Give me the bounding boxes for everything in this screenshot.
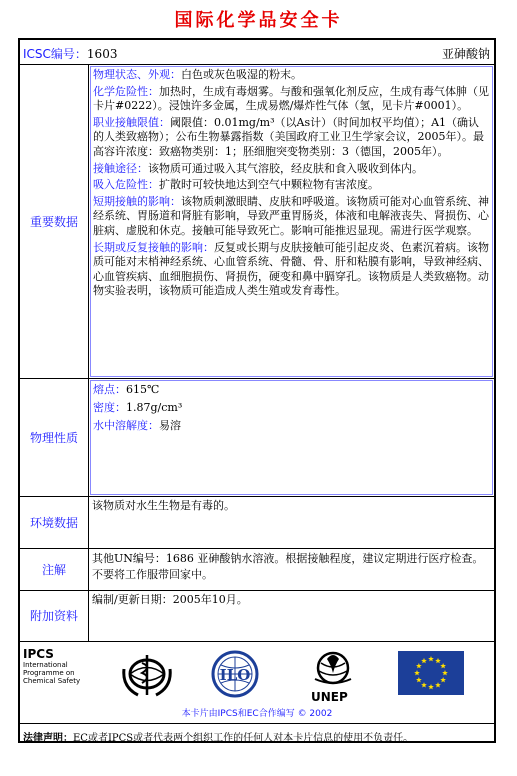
section-important-data: [20, 64, 494, 379]
data-paragraph: [93, 178, 490, 193]
field-value: 615℃: [126, 383, 160, 396]
field-value: 加热时，生成有毒烟雾。与酸和强氧化剂反应，生成有毒气体胂（见卡片#0222）。浸蚀许多金属，生成易燃/爆炸性气体（氢，见卡片#0001）。: [93, 84, 489, 113]
section-notes: [20, 548, 494, 591]
field-label: 短期接触的影响：: [93, 194, 181, 208]
ipcs-logo: IPCS International Programme on Chemical Safety: [23, 647, 81, 685]
field-value: 白色或灰色吸湿的粉末。: [181, 68, 302, 81]
field-value: 易溶: [159, 419, 181, 432]
field-label: 吸入危险性：: [93, 178, 159, 192]
svg-text:ILO: ILO: [219, 666, 251, 684]
icsc-card: [18, 38, 496, 743]
section-content: [89, 379, 494, 496]
logos-row: [20, 641, 494, 724]
field-value: 阈限值：0.01mg/m³（以As计）（时间加权平均值）；A1（确认的人类致癌物）；公布生物暴露指数（美国政府工业卫生学家会议，2005年）。最高容许浓度：致癌物类别：1；胚细胞突变物类别：3（德国，2005年）。: [93, 115, 484, 158]
icsc-number: ICSC编号：1603: [23, 47, 118, 61]
field-value: 扩散时可较快地达到空气中颗粒物有害浓度。: [159, 178, 379, 192]
section-label: 重要数据: [20, 64, 89, 378]
field-value: 该物质刺激眼睛、皮肤和呼吸道。该物质可能对心血管系统、神经系统、胃肠道和肾脏有影响，导致严重胃肠炎，体液和电解液丧失、肾损伤、心脏病、虚脱和休克。接触可能导致死亡。影响可能推迟显现。需进行医学观察。: [93, 194, 489, 237]
section-environment-data: [20, 496, 494, 549]
section-content: [89, 65, 494, 378]
field-label: 长期或反复接触的影响：: [93, 240, 214, 254]
ilo-emblem-icon: [209, 649, 261, 699]
data-paragraph: [93, 241, 490, 299]
data-paragraph: [93, 162, 490, 177]
chemical-name: 亚砷酸钠: [441, 47, 490, 61]
section-physical-properties: [20, 378, 494, 497]
data-paragraph: [93, 85, 490, 114]
eu-flag-icon: [398, 651, 464, 695]
section-content: 该物质对水生生物是有毒的。: [92, 499, 235, 512]
field-label: 接触途径：: [93, 161, 148, 175]
data-paragraph: [93, 195, 490, 239]
data-paragraph: [93, 68, 490, 83]
section-label: 物理性质: [20, 378, 89, 496]
data-paragraph: [93, 382, 490, 398]
card-title: 国际化学品安全卡: [174, 10, 343, 31]
field-value: 该物质可通过吸入其气溶胶，经皮肤和食入吸收到体内。: [148, 161, 423, 175]
data-paragraph: [93, 116, 490, 160]
field-label: 化学危险性：: [93, 84, 159, 98]
field-value: 反复或长期与皮肤接触可能引起皮炎、色素沉着病。该物质可能对末梢神经系统、心血管系统、骨髓、骨、肝和粘膜有影响，导致神经病、心血管疾病、血细胞损伤、肾损伤，硬变和鼻中膈穿孔。该物质是人类致癌物。动物实验表明，该物质可能造成人类生殖或发育毒性。: [93, 240, 489, 298]
field-label: 物理状态、外观：: [93, 68, 181, 81]
data-paragraph: [93, 400, 490, 416]
section-content: 编制/更新日期：2005年10月。: [92, 593, 248, 606]
section-additional-info: [20, 590, 494, 642]
field-label: 职业接触限值：: [93, 115, 170, 129]
data-paragraph: [93, 418, 490, 434]
who-emblem-icon: [120, 649, 174, 699]
unep-text: UNEP: [311, 690, 348, 704]
legal-notice: 法律声明：EC或者IPCS或者代表两个组织工作的任何人对本卡片信息的使用不负责任。: [23, 733, 414, 744]
section-label: 注解: [20, 548, 89, 590]
credit-line: 本卡片由IPCS和EC合作编写 © 2002: [181, 709, 333, 719]
field-label: 熔点：: [93, 383, 126, 396]
section-content: 其他UN编号：1686 亚砷酸钠水溶液。根据接触程度，建议定期进行医疗检查。不要将工作服带回家中。: [92, 552, 484, 581]
field-label: 密度：: [93, 401, 126, 414]
section-label: 附加资料: [20, 590, 89, 641]
icsc-header-row: [20, 40, 494, 65]
field-label: 水中溶解度：: [93, 419, 159, 432]
field-value: 1.87g/cm³: [126, 401, 183, 414]
section-label: 环境数据: [20, 496, 89, 548]
